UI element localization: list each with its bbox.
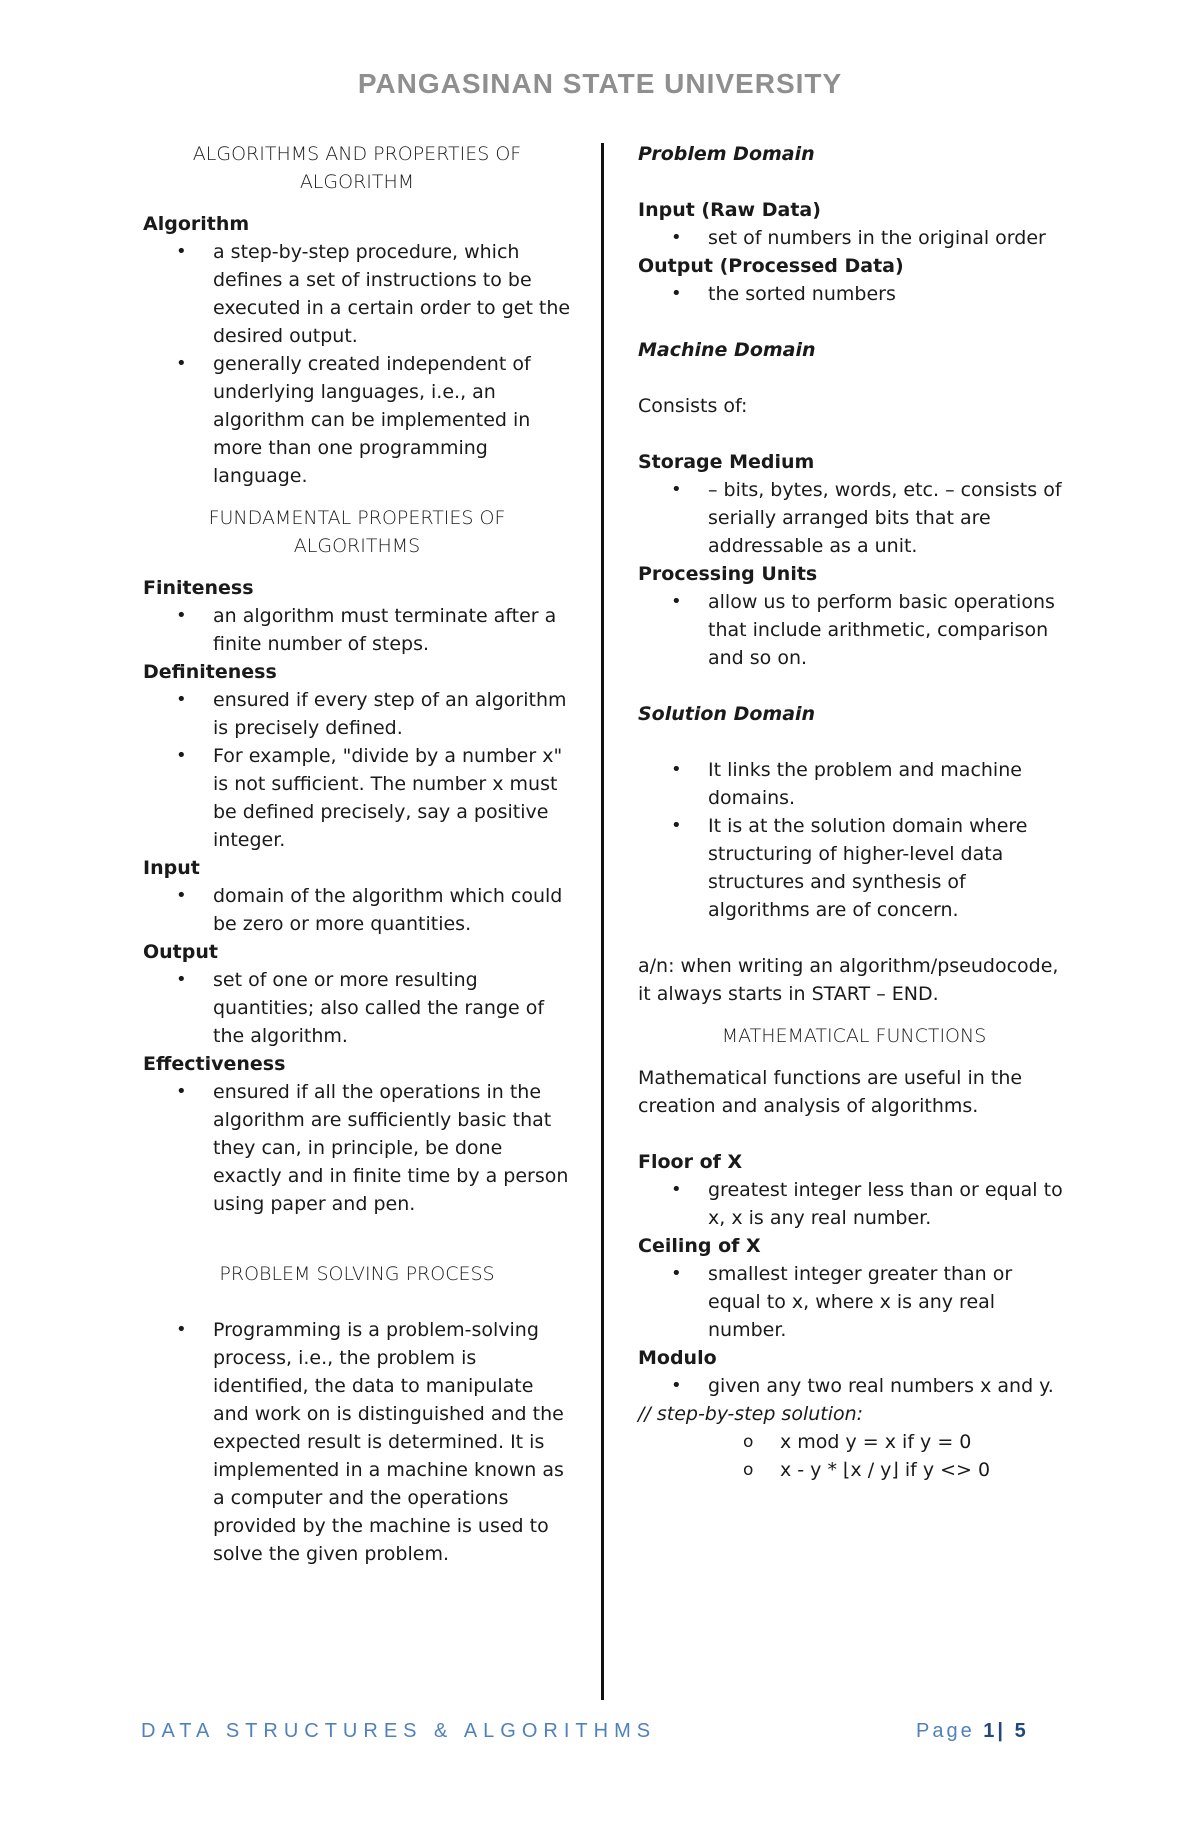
author-note: a/n: when writing an algorithm/pseudocode, it always starts in START – END. [638, 955, 1059, 1005]
heading-ceiling: Ceiling of X [638, 1235, 761, 1257]
list-item: • an algorithm must terminate after a finite number of steps. [143, 602, 571, 658]
footer-course-title: DATA STRUCTURES & ALGORITHMS [141, 1720, 657, 1742]
page-label: Page [916, 1720, 975, 1742]
heading-effectiveness: Effectiveness [143, 1053, 286, 1075]
list-item: • ensured if all the operations in the algorithm are sufficiently basic that they can, in principle, be done exactly and in finite time by a person using paper and pen. [143, 1078, 571, 1218]
heading-problem-domain: Problem Domain [638, 143, 815, 165]
list-item: • given any two real numbers x and y. [638, 1372, 1070, 1400]
list-item: • generally created independent of underlying languages, i.e., an algorithm can be implemented in more than one programming language. [143, 350, 571, 490]
heading-storage-medium: Storage Medium [638, 451, 815, 473]
list-item: • a step-by-step procedure, which defines a set of instructions to be executed in a certain order to get the desired output. [143, 238, 571, 350]
heading-algorithm: Algorithm [143, 213, 250, 235]
list-item: • set of one or more resulting quantities; also called the range of the algorithm. [143, 966, 571, 1050]
list-item: • domain of the algorithm which could be zero or more quantities. [143, 882, 571, 938]
footer-page-number [916, 1720, 1029, 1743]
step-label: // step-by-step solution: [638, 1403, 864, 1425]
list-item: o x - y * ⌊x / y⌋ if y <> 0 [638, 1456, 1070, 1484]
heading-output-processed: Output (Processed Data) [638, 255, 904, 277]
consists-of-text: Consists of: [638, 395, 748, 417]
list-item: • Programming is a problem-solving process, i.e., the problem is identified, the data to manipulate and work on is distinguished and the expected result is determined. It is implemented in a machine known as a computer and the operations provided by the machine is used to solve the given problem. [143, 1316, 571, 1568]
list-item: • smallest integer greater than or equal to x, where x is any real number. [638, 1260, 1070, 1344]
list-item: • It links the problem and machine domains. [638, 756, 1070, 812]
section-title: FUNDAMENTAL PROPERTIES OF [208, 507, 506, 529]
list-item: • For example, "divide by a number x" is not sufficient. The number x must be defined precisely, say a positive integer. [143, 742, 571, 854]
heading-processing-units: Processing Units [638, 563, 818, 585]
heading-finiteness: Finiteness [143, 577, 254, 599]
heading-floor: Floor of X [638, 1151, 743, 1173]
list-item: • the sorted numbers [638, 280, 1070, 308]
page-current: 1 [983, 1720, 998, 1742]
section-title: ALGORITHMS AND PROPERTIES OF [192, 143, 522, 165]
page-total: 5 [1014, 1720, 1029, 1742]
section-title: ALGORITHM [299, 171, 415, 193]
section-title: PROBLEM SOLVING PROCESS [219, 1263, 495, 1285]
heading-input: Input [143, 857, 200, 879]
list-item: o x mod y = x if y = 0 [638, 1428, 1070, 1456]
heading-modulo: Modulo [638, 1347, 717, 1369]
heading-output: Output [143, 941, 218, 963]
heading-solution-domain: Solution Domain [638, 703, 816, 725]
page-separator: | [997, 1720, 1007, 1742]
heading-definiteness: Definiteness [143, 661, 277, 683]
list-item: • It is at the solution domain where structuring of higher-level data structures and synthesis of algorithms are of concern. [638, 812, 1070, 924]
column-divider [601, 143, 604, 1700]
left-column [143, 140, 571, 1568]
heading-input-raw: Input (Raw Data) [638, 199, 821, 221]
algorithm-list [143, 238, 571, 490]
math-intro: Mathematical functions are useful in the creation and analysis of algorithms. [638, 1067, 1023, 1117]
list-item: • – bits, bytes, words, etc. – consists of serially arranged bits that are addressable as a unit. [638, 476, 1070, 560]
section-title: ALGORITHMS [293, 535, 421, 557]
heading-machine-domain: Machine Domain [638, 339, 816, 361]
section-title: MATHEMATICAL FUNCTIONS [721, 1025, 987, 1047]
right-column [638, 140, 1070, 1484]
university-header: PANGASINAN STATE UNIVERSITY [357, 68, 843, 99]
list-item: • allow us to perform basic operations that include arithmetic, comparison and so on. [638, 588, 1070, 672]
list-item: • ensured if every step of an algorithm is precisely defined. [143, 686, 571, 742]
list-item: • set of numbers in the original order [638, 224, 1070, 252]
list-item: • greatest integer less than or equal to x, x is any real number. [638, 1176, 1070, 1232]
